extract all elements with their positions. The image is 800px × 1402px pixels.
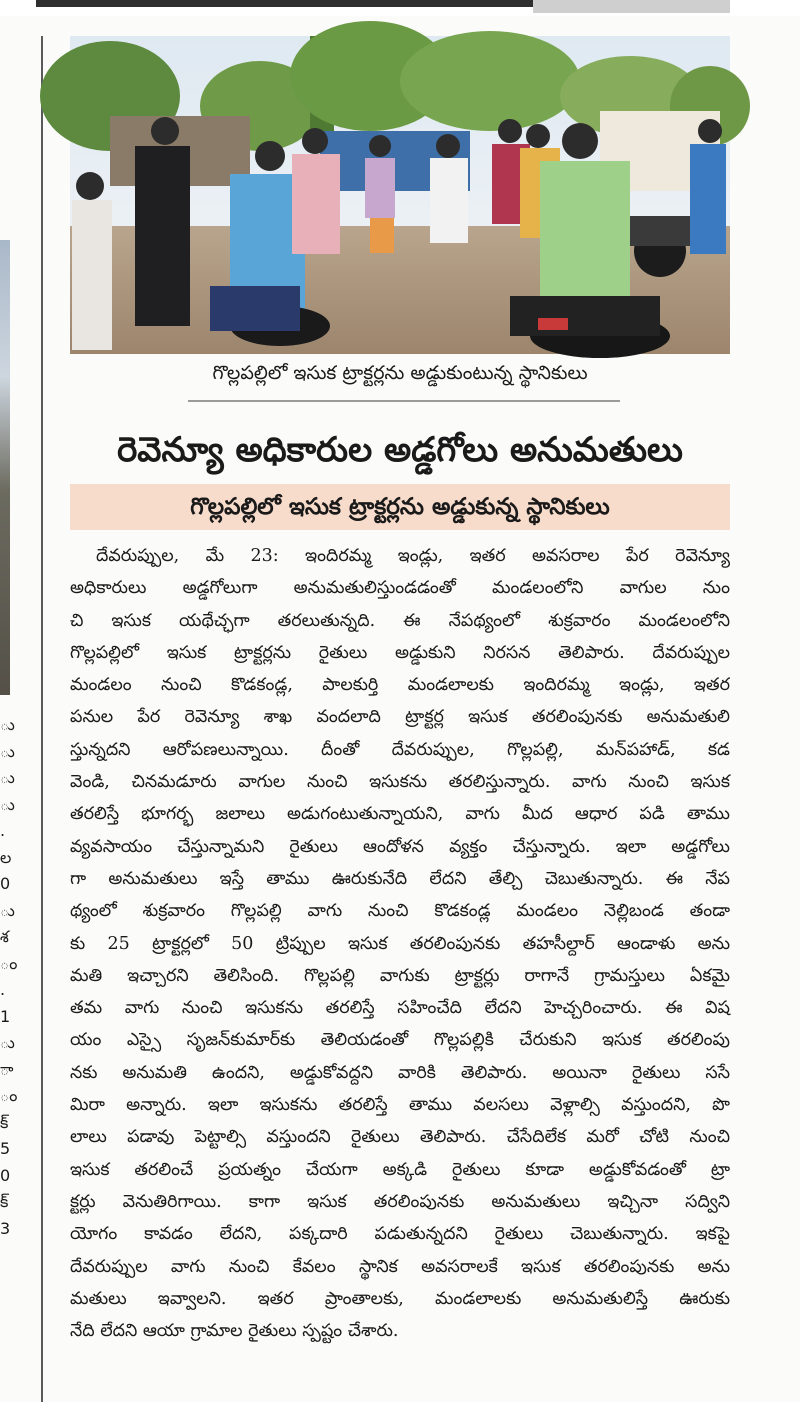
article-line: లాలు పడావు పెట్టాల్సి వస్తుందని రైతులు తెలిపారు. చేసేదిలేక మరో చోటి నుంచి <box>70 1127 730 1148</box>
adjacent-char: ా <box>0 1059 14 1079</box>
photo-caption: గొల్లపల్లిలో ఇసుక ట్రాక్టర్లను అడ్డుకుంటున్న స్థానికులు <box>212 362 588 384</box>
adjacent-char: ం <box>0 1086 18 1105</box>
adjacent-char: ు <box>0 1033 15 1052</box>
article-line: కు 25 ట్రాక్టర్లలో 50 ట్రిప్పుల ఇసుక తరలింపునకు తహసీల్దార్ ఆండాళు అను <box>70 933 730 954</box>
adjacent-char: ు <box>0 741 15 761</box>
article-line: గా అనుమతులు ఇస్తే తాము ఊరుకునేది లేదని తేల్చి చెబుతున్నారు. ఈ నేప <box>70 868 730 889</box>
article-line: ఇసుక తరలించే ప్రయత్నం చేయగా అక్కడి రైతులు కూడా అడ్డుకోవడంతో ట్రా <box>70 1159 730 1180</box>
article-line: నేది లేదని ఆయా గ్రామాల రైతులు స్పష్టం చేశారు. <box>70 1321 399 1342</box>
article-line: తరలిస్తే భూగర్భ జలాలు అడుగంటుతున్నాయని, వాగు మీద ఆధార పడి తాము <box>70 804 730 825</box>
adjacent-char: . <box>0 821 6 840</box>
article-line: తమ వాగు నుంచి ఇసుకను తరలిస్తే సహించేది లేదని హెచ్చరించారు. ఈ విష <box>70 998 730 1019</box>
article-line: పనుల పేర రెవెన్యూ శాఖ వందలాది ట్రాక్టర్ల ఇసుక తరలింపునకు అనుమతులి <box>70 707 730 728</box>
adjacent-photo-fragment <box>0 240 10 695</box>
adjacent-char: 0 <box>0 1165 11 1185</box>
article-line: నకు అనుమతి ఉందని, అడ్డుకోవద్దని వారికి తెలిపారు. అయినా రైతులు ససే <box>70 1062 730 1083</box>
article-line: మిరా అన్నారు. ఇలా ఇసుకను తరలిస్తే తాము వలసలు వెళ్లాల్సి వస్తుందని, పొ <box>70 1095 730 1116</box>
adjacent-char: ు <box>0 794 15 814</box>
article-body <box>70 540 730 1347</box>
article-line: యం ఎస్సై సృజన్‌కుమార్‌కు తెలియడంతో గొల్లపల్లికి చేరుకుని ఇసుక తరలింపు <box>70 1030 730 1051</box>
news-photo <box>70 36 730 354</box>
article-line: మతి ఇచ్చారని తెలిసింది. గొల్లపల్లి వాగుకు ట్రాక్టర్లు రాగానే గ్రామస్తులు ఏకమై <box>70 965 730 986</box>
adjacent-char: . <box>0 980 6 999</box>
adjacent-char: ు <box>0 768 15 787</box>
article-line: మండలం నుంచి కొడకండ్ల, పాలకుర్తి మండలాలకు ఇందిరమ్మ ఇండ్లు, ఇతర <box>70 675 730 696</box>
article-line: స్తున్నదని ఆరోపణలున్నాయి. దీంతో దేవరుప్పుల, గొల్లపల్లి, మన్‌పహాడ్, కడ <box>70 739 730 760</box>
adjacent-char: ం <box>0 953 18 973</box>
adjacent-char: 1 <box>0 1006 11 1026</box>
article-line: దేవరుప్పుల వాగు నుంచి కేవలం స్థానిక అవసరాలకే ఇసుక తరలింపునకు అను <box>70 1256 730 1277</box>
column-divider <box>41 36 43 1402</box>
adjacent-char: 5 <box>0 1139 11 1158</box>
adjacent-char: 0 <box>0 874 11 893</box>
article-line: అధికారులు అడ్డగోలుగా అనుమతులిస్తుండడంతో మండలంలోని వాగుల నుం <box>70 578 730 599</box>
article-line: వ్యవసాయం చేస్తున్నామని రైతులు ఆందోళన వ్యక్తం చేస్తున్నారు. ఇలా అడ్డగోలు <box>70 836 730 857</box>
adjacent-char: క్ <box>0 1112 9 1132</box>
previous-article-rule <box>36 0 533 7</box>
article-line: దేవరుప్పుల, మే 23: ఇందిరమ్మ ఇండ్లు, ఇతర అవసరాల పేర రెవెన్యూ <box>96 546 730 566</box>
adjacent-char: ల <box>0 847 12 867</box>
headline: రెవెన్యూ అధికారుల అడ్డగోలు అనుమతులు <box>117 430 683 470</box>
article-line: మతులు ఇవ్వాలని. ఇతర ప్రాంతాలకు, మండలాలకు అనుమతులిస్తే ఊరుకు <box>70 1288 730 1309</box>
adjacent-char: క్ <box>0 1192 9 1211</box>
article-line: చి ఇసుక యథేచ్ఛగా తరలుతున్నది. ఈ నేపథ్యంలో శుక్రవారం మండలంలోని <box>70 610 730 631</box>
adjacent-char: 3 <box>0 1218 11 1238</box>
article-line: గొల్లపల్లిలో ఇసుక ట్రాక్టర్లను రైతులు అడ్డుకుని నిరసన తెలిపారు. దేవరుప్పుల <box>70 642 730 663</box>
adjacent-char: శ <box>0 927 9 946</box>
adjacent-column <box>0 0 40 1402</box>
article-line: యోగం కావడం లేదని, పక్కదారి పడుతున్నదని రైతులు చెబుతున్నారు. ఇకపై <box>70 1224 730 1245</box>
article-line: క్టర్లు వెనుతిరిగాయి. కాగా ఇసుక తరలింపునకు అనుమతులు ఇచ్చినా సద్విని <box>70 1191 730 1212</box>
top-gray-strip <box>533 0 730 13</box>
subheadline: గొల్లపల్లిలో ఇసుక ట్రాక్టర్లను అడ్డుకున్న స్థానికులు <box>70 484 730 530</box>
adjacent-char: ు <box>0 715 15 734</box>
crowd-photo-icon <box>70 36 730 354</box>
article-line: వెండి, చినమడూరు వాగుల నుంచి ఇసుకను తరలిస్తున్నారు. వాగు నుంచి ఇసుక <box>70 772 730 793</box>
article-line: థ్యంలో శుక్రవారం గొల్లపల్లి వాగు నుంచి కొడకండ్ల మండలం నెల్లిబండ తండా <box>70 901 730 922</box>
top-edge <box>0 0 800 16</box>
adjacent-char: ు <box>0 900 15 920</box>
caption-rule <box>188 400 620 402</box>
adjacent-text-fragment <box>0 712 18 1242</box>
